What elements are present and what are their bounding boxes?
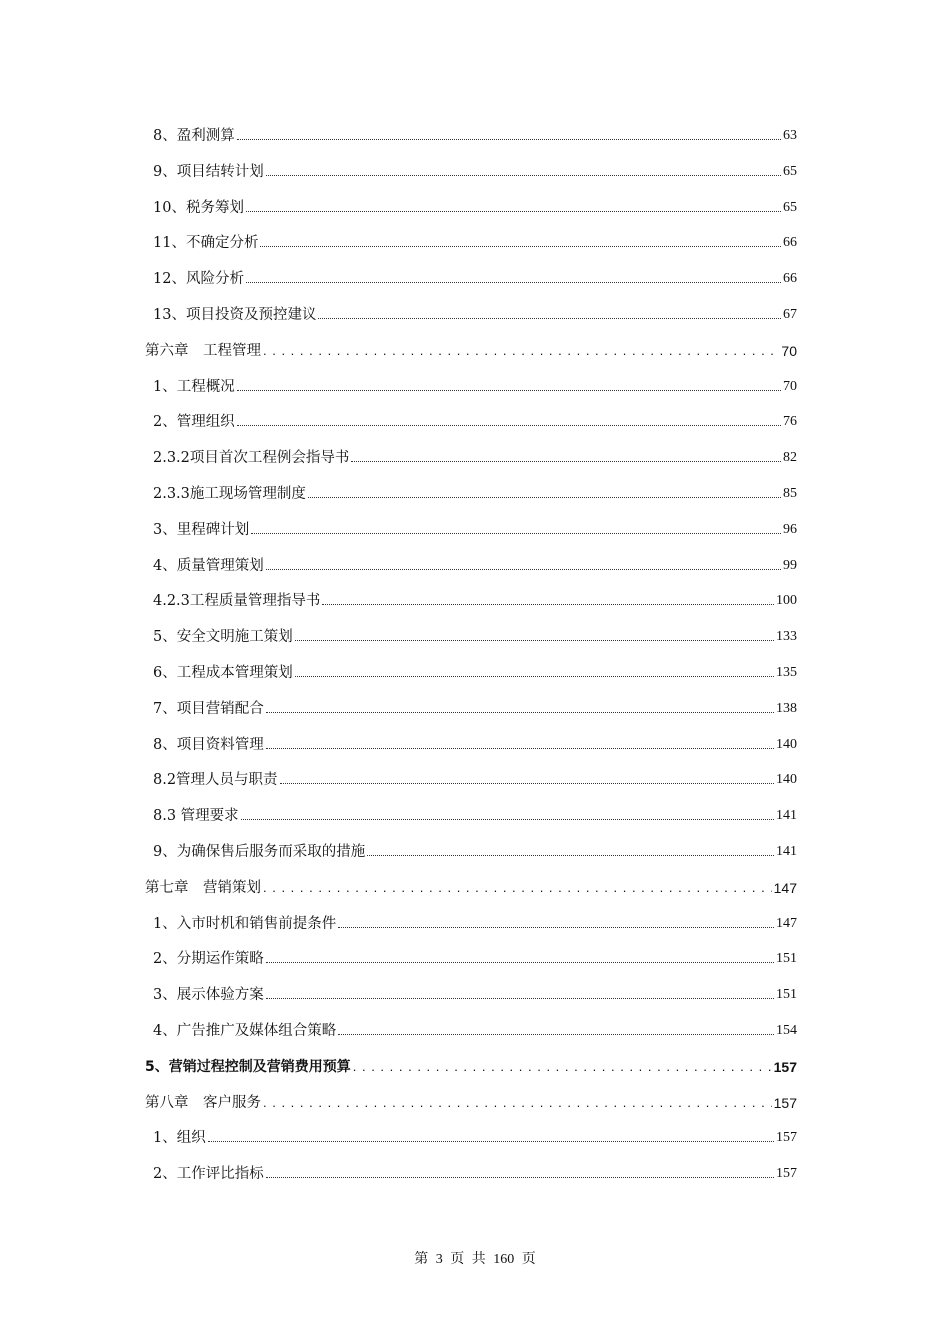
toc-entry-label: 8.2管理人员与职责: [153, 772, 278, 789]
toc-page-number: 66: [783, 235, 797, 251]
toc-page-number: 65: [783, 163, 797, 179]
toc-dot-leader: [322, 604, 774, 605]
toc-entry-label: 1、入市时机和销售前提条件: [153, 915, 337, 932]
toc-chapter-entry[interactable]: [145, 340, 797, 360]
toc-chapter-entry[interactable]: [145, 1056, 797, 1076]
toc-dot-leader: [246, 211, 781, 212]
toc-entry[interactable]: [153, 1127, 797, 1147]
toc-entry[interactable]: [153, 411, 797, 431]
toc-entry-label: 1、组织: [153, 1130, 206, 1147]
toc-entry[interactable]: [153, 376, 797, 396]
toc-dot-leader: [295, 676, 774, 677]
toc-dot-leader: [251, 533, 781, 534]
toc-page-number: 82: [783, 450, 797, 466]
toc-page-number: 63: [783, 128, 797, 143]
toc-page-number: 157: [773, 1058, 797, 1075]
toc-page-number: 70: [781, 342, 797, 359]
toc-page-number: 135: [776, 665, 797, 680]
toc-dot-leader: [295, 640, 774, 641]
toc-entry-label: 2.3.2项目首次工程例会指导书: [153, 450, 350, 467]
toc-dot-leader: [263, 342, 779, 360]
toc-entry[interactable]: [153, 698, 797, 718]
toc-dot-leader: [266, 748, 774, 749]
toc-dot-leader: [338, 1034, 774, 1035]
toc-dot-leader: [260, 246, 781, 247]
toc-page-number: 96: [783, 521, 797, 537]
toc-entry-label: 9、为确保售后服务而采取的措施: [153, 844, 366, 860]
toc-page-number: 99: [783, 557, 797, 573]
toc-dot-leader: [266, 1177, 774, 1178]
toc-entry-label: 9、项目结转计划: [153, 163, 264, 180]
toc-page-number: 65: [783, 199, 797, 215]
toc-entry[interactable]: [153, 984, 797, 1004]
toc-entry-label: 3、展示体验方案: [153, 987, 264, 1004]
toc-page-number: 66: [783, 271, 797, 287]
toc-entry[interactable]: [153, 1163, 797, 1183]
toc-entry[interactable]: [153, 626, 797, 646]
toc-dot-leader: [266, 175, 781, 176]
toc-page-number: 157: [776, 1130, 797, 1146]
toc-chapter-entry[interactable]: [145, 877, 797, 897]
toc-entry-label: 13、项目投资及预控建议: [153, 307, 317, 323]
toc-entry-label: 4.2.3工程质量管理指导书: [153, 593, 321, 610]
toc-entry[interactable]: [153, 1020, 797, 1040]
toc-page-number: 141: [776, 844, 797, 859]
toc-entry[interactable]: [153, 232, 797, 252]
toc-entry-label: 4、质量管理策划: [153, 557, 264, 574]
toc-dot-leader: [338, 927, 774, 928]
toc-page-number: 140: [776, 772, 797, 788]
toc-entry-label: 第八章 客户服务: [145, 1094, 261, 1111]
toc-entry[interactable]: [153, 483, 797, 503]
toc-entry[interactable]: [153, 519, 797, 539]
toc-entry[interactable]: [153, 841, 797, 861]
toc-entry-label: 2.3.3施工现场管理制度: [153, 486, 306, 502]
toc-page-number: 100: [776, 593, 797, 609]
toc-entry[interactable]: [153, 913, 797, 933]
page-footer: 第 3 页 共 160 页: [414, 1252, 536, 1267]
toc-dot-leader: [351, 461, 781, 462]
toc-entry-label: 5、营销过程控制及营销费用预算: [145, 1058, 351, 1075]
toc-dot-leader: [241, 819, 774, 820]
toc-dot-leader: [353, 1058, 772, 1076]
toc-entry-label: 12、风险分析: [153, 271, 244, 288]
toc-dot-leader: [266, 962, 774, 963]
toc-page-number: 151: [776, 987, 797, 1003]
toc-entry-label: 1、工程概况: [153, 378, 235, 395]
toc-entry-label: 第七章 营销策划: [145, 879, 261, 896]
toc-page-number: 157: [773, 1094, 797, 1111]
toc-entry-label: 6、工程成本管理策划: [153, 665, 293, 681]
toc-entry[interactable]: [153, 304, 797, 324]
toc-page-number: 70: [783, 378, 797, 394]
toc-entry[interactable]: [153, 197, 797, 217]
toc-dot-leader: [266, 569, 781, 570]
toc-dot-leader: [367, 855, 774, 856]
toc-entry[interactable]: [153, 125, 797, 145]
toc-page-number: 147: [776, 915, 797, 931]
toc-dot-leader: [318, 318, 781, 319]
toc-entry[interactable]: [153, 769, 797, 789]
toc-page-number: 151: [776, 951, 797, 967]
toc-entry-label: 7、项目营销配合: [153, 700, 264, 717]
toc-page-number: 85: [783, 486, 797, 501]
toc-entry[interactable]: [153, 590, 797, 610]
toc-page-number: 133: [776, 629, 797, 645]
toc-dot-leader: [280, 783, 774, 784]
toc-entry-label: 第六章 工程管理: [145, 342, 261, 359]
toc-entry[interactable]: [153, 805, 797, 825]
toc-dot-leader: [237, 139, 781, 140]
toc-entry[interactable]: [153, 447, 797, 467]
toc-dot-leader: [208, 1141, 774, 1142]
toc-dot-leader: [237, 390, 781, 391]
toc-entry-label: 2、分期运作策略: [153, 951, 264, 968]
toc-dot-leader: [308, 497, 781, 498]
toc-page-number: 140: [776, 736, 797, 752]
toc-entry-label: 2、管理组织: [153, 414, 235, 431]
toc-entry[interactable]: [153, 555, 797, 575]
toc-entry[interactable]: [153, 734, 797, 754]
toc-page-number: 147: [773, 879, 797, 896]
toc-entry[interactable]: [153, 161, 797, 181]
toc-entry-label: 11、不确定分析: [153, 235, 259, 252]
toc-entry[interactable]: [153, 662, 797, 682]
toc-page-number: 157: [776, 1166, 797, 1182]
toc-dot-leader: [246, 282, 781, 283]
toc-dot-leader: [266, 712, 774, 713]
toc-entry-label: 2、工作评比指标: [153, 1166, 264, 1183]
toc-entry-label: 5、安全文明施工策划: [153, 629, 293, 646]
toc-chapter-entry[interactable]: [145, 1092, 797, 1112]
toc-page-number: 141: [776, 808, 797, 824]
toc-dot-leader: [263, 1094, 772, 1112]
toc-page-number: 154: [776, 1023, 797, 1038]
toc-entry-label: 4、广告推广及媒体组合策略: [153, 1023, 337, 1039]
toc-dot-leader: [263, 879, 772, 897]
toc-entry-label: 3、里程碑计划: [153, 521, 250, 538]
toc-entry-label: 10、税务筹划: [153, 199, 244, 216]
toc-page-number: 76: [783, 414, 797, 430]
toc-entry-label: 8、项目资料管理: [153, 736, 264, 753]
toc-entry-label: 8.3 管理要求: [153, 808, 239, 825]
toc-dot-leader: [237, 425, 781, 426]
toc-dot-leader: [266, 998, 774, 999]
toc-entry[interactable]: [153, 268, 797, 288]
toc-page-number: 67: [783, 307, 797, 322]
toc-entry-label: 8、盈利测算: [153, 128, 235, 144]
toc-page-number: 138: [776, 700, 797, 716]
toc-entry[interactable]: [153, 948, 797, 968]
